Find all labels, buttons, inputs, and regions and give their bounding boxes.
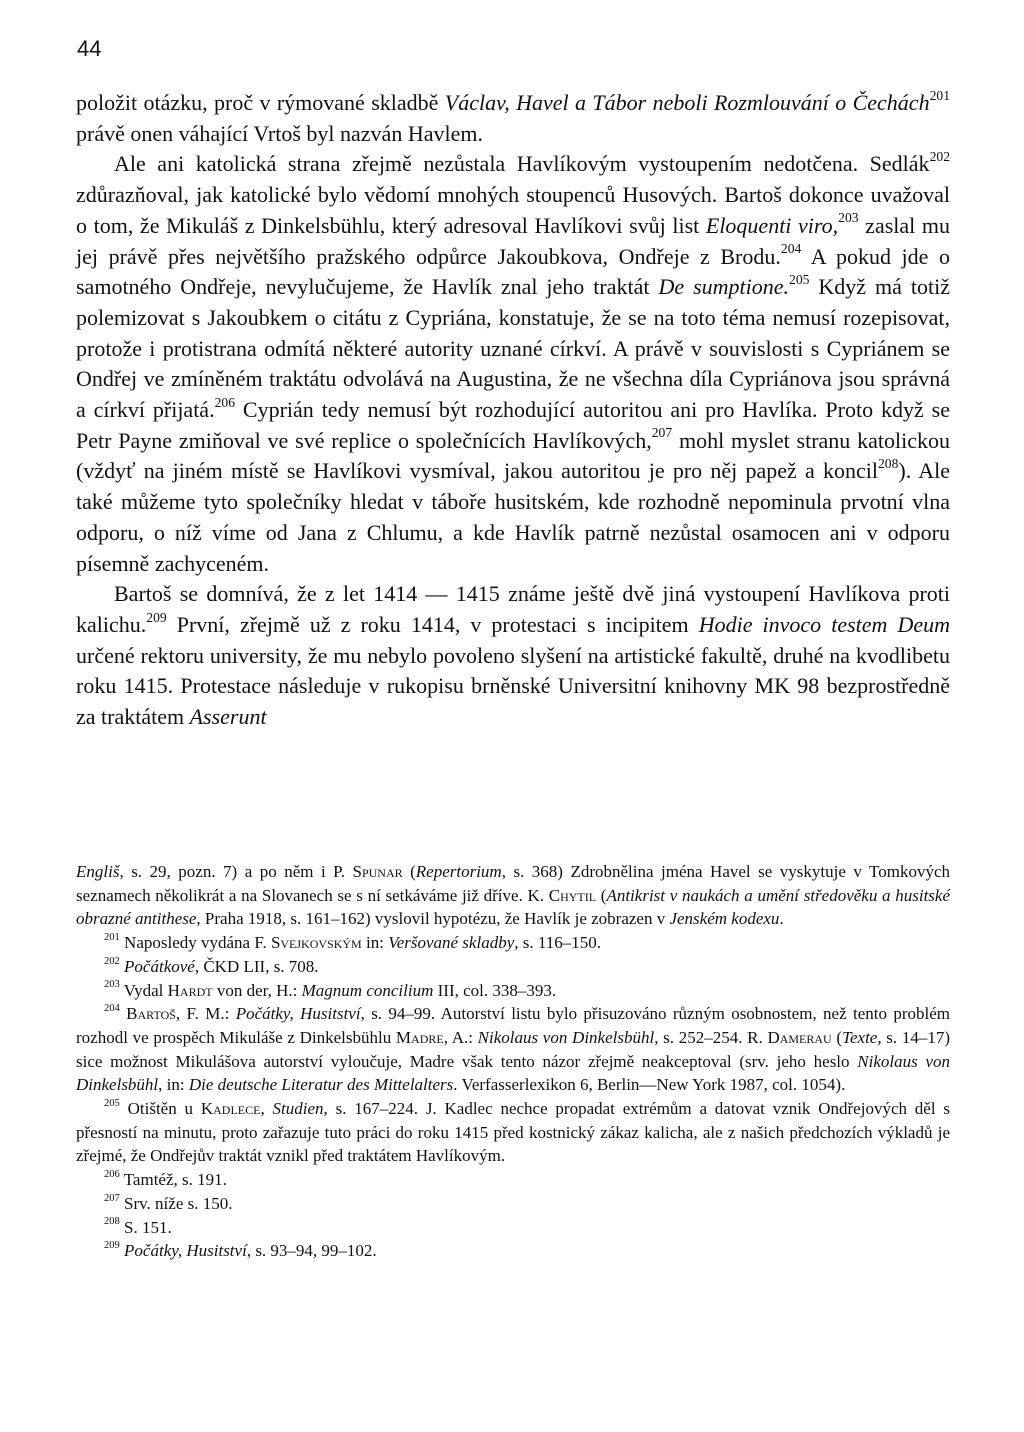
footnote-ref: 207 bbox=[651, 425, 673, 441]
body-paragraph-1 bbox=[76, 88, 950, 149]
footnotes bbox=[76, 860, 950, 1263]
text-run: , s. 368) Zdrobnělina jména Havel se vyskytuje v Tomkových seznamech několikrát a na Slovanech se s ní setkáváme již dříve. K. bbox=[76, 862, 950, 905]
text-run: Naposledy vydána F. bbox=[119, 933, 271, 953]
text-run: mohl myslet stranu katolickou (vždyť na jiném místě se Havlíkovi vysmíval, jakou autoritou je pro něj papež a koncil bbox=[76, 427, 950, 484]
text-run: in: bbox=[361, 933, 389, 953]
page-number: 44 bbox=[77, 36, 102, 61]
footnote-ref: 201 bbox=[929, 87, 951, 103]
text-run: zaslal mu jej právě přes největšího pražského odpůrce Jakoubkova, Ondřeje z Brodu. bbox=[76, 212, 950, 269]
text-run: určené rektoru university, že mu nebylo povoleno slyšení na artistické fakultě, druhé na kvodlibetu roku 1415. Protestace následuje v rukopisu brněnské Universitní knihovny MK 98 bezprostředně za traktátem bbox=[76, 642, 950, 730]
text-run: ). Ale také můžeme tyto společníky hledat v táboře husitském, kde rozhodně nepominula prvotní vlna odporu, o níž víme od Jana z Chlumu, a kde Havlík patrně nezůstal osamocen ani v odporu písemně zachyceném. bbox=[76, 458, 950, 576]
text-run: , s. 93–94, 99–102. bbox=[246, 1241, 377, 1261]
italic-text: Texte bbox=[842, 1027, 878, 1047]
footnote-ref: 208 bbox=[877, 456, 899, 472]
text-run: , s. 29, pozn. 7) a po něm i P. bbox=[119, 862, 353, 881]
author-name: Bartoš bbox=[126, 1004, 176, 1024]
text-run: ( bbox=[831, 1027, 843, 1047]
text-run: . Verfasserlexikon 6, Berlin—New York 1987, col. 1054). bbox=[453, 1075, 846, 1095]
text-run: položit otázku, proč v rýmované skladbě bbox=[76, 90, 445, 115]
text-run: , ČKD LII, s. 708. bbox=[194, 956, 319, 976]
italic-text: Die deutsche Literatur des Mittelalters bbox=[188, 1075, 454, 1095]
text-run: von der, H.: bbox=[212, 980, 302, 1000]
italic-text: Asserunt bbox=[189, 704, 267, 730]
footnote-ref: 206 bbox=[214, 394, 236, 410]
text-run: , Praha 1918, s. 161–162) vyslovil hypotézu, že Havlík je zobrazen v bbox=[196, 909, 670, 929]
body-paragraph-2 bbox=[76, 149, 950, 579]
text-run: , in: bbox=[158, 1075, 189, 1095]
author-name: Svejkovským bbox=[270, 933, 362, 953]
text-run: , F. M.: bbox=[175, 1004, 236, 1024]
text-run: ( bbox=[596, 885, 607, 905]
footnote-203 bbox=[76, 979, 950, 1003]
italic-text: Magnum concilium bbox=[301, 980, 434, 1000]
footnote-ref: 206 bbox=[104, 1168, 120, 1180]
text-run: Vydal bbox=[119, 980, 168, 1000]
text-run: A pokud jde o samotného Ondřeje, nevylučujeme, že Havlík znal jeho traktát bbox=[76, 243, 950, 300]
italic-text: Počátky, Husitství bbox=[235, 1004, 361, 1024]
footnote-204 bbox=[76, 1002, 950, 1097]
main-text bbox=[76, 88, 950, 733]
footnote-ref: 203 bbox=[104, 979, 120, 991]
footnote-208 bbox=[76, 1216, 950, 1240]
author-name: Damerau bbox=[767, 1027, 832, 1047]
italic-text: De sumptione. bbox=[658, 274, 790, 300]
italic-text: Počátkové bbox=[124, 956, 195, 976]
text-run: Otištěn u bbox=[119, 1099, 201, 1119]
author-name: Madre bbox=[395, 1027, 444, 1047]
footnote-ref: 203 bbox=[838, 210, 859, 226]
italic-text: Jenském kodexu bbox=[669, 909, 780, 929]
footnote-209 bbox=[76, 1239, 950, 1263]
footnote-205 bbox=[76, 1097, 950, 1168]
footnote-ref: 207 bbox=[104, 1192, 120, 1204]
text-run: , s. 94–99. Autorství listu bylo přisuzováno různým osobnostem, než tento problém rozhodl ve prospěch Mikuláše z Dinkelsbühlu bbox=[76, 1004, 950, 1047]
footnote-206 bbox=[76, 1168, 950, 1192]
text-run: Tamtéž, s. 191. bbox=[119, 1170, 227, 1190]
text-run: , s. 116–150. bbox=[514, 933, 601, 953]
footnote-ref: 209 bbox=[104, 1240, 120, 1252]
italic-text: Počátky, Husitství bbox=[124, 1241, 247, 1261]
text-run: právě onen váhající Vrtoš byl nazván Havlem. bbox=[76, 120, 483, 146]
author-name: Kadlece bbox=[200, 1099, 261, 1119]
text-run: zdůrazňoval, jak katolické bylo vědomí mnohých stoupenců Husových. Bartoš dokonce uvažoval o tom, že Mikuláš z Dinkelsbühlu, který adresoval Havlíkovi svůj list bbox=[76, 182, 950, 238]
footnote-202 bbox=[76, 955, 950, 979]
footnote-ref: 208 bbox=[104, 1216, 120, 1228]
footnote-ref: 205 bbox=[104, 1097, 120, 1109]
text-run: První, zřejmě už z roku 1414, v protestaci s incipitem bbox=[166, 611, 699, 637]
author-name: Chytil bbox=[548, 885, 597, 905]
text-run: , s. 167–224. J. Kadlec nechce propadat extrémům a datovat vznik Ondřejových děl s přesností na minutu, proto zařazuje tuto práci do roku 1415 před kostnický zákaz kalicha, ale z našich předchozích výkladů je zřejmé, že Ondřejův traktát vznikl před traktátem Havlíkovým. bbox=[76, 1099, 950, 1166]
footnote-207 bbox=[76, 1192, 950, 1216]
footnote-ref: 204 bbox=[104, 1002, 120, 1014]
footnote-ref: 205 bbox=[789, 271, 810, 287]
footnote-200-continuation bbox=[76, 860, 950, 931]
footnote-ref: 202 bbox=[929, 149, 950, 165]
italic-text: Nikolaus von Dinkelsbühl bbox=[76, 1051, 950, 1095]
text-run: Bartoš se domnívá, že z let 1414 — 1415 známe ještě dvě jiná vystoupení Havlíkova proti kalichu. bbox=[76, 581, 950, 637]
italic-text: Václav, Havel a Tábor neboli Rozmlouvání o Čechách bbox=[444, 90, 930, 115]
italic-text: Antikrist v naukách a umění středověku a husitské obrazné antithese bbox=[76, 885, 950, 929]
text-run: , s. 14–17) sice možnost Mikulášova autorství vyloučuje, Madre však tento názor zřejmě neakceptoval (srv. jeho heslo bbox=[76, 1027, 951, 1071]
text-run: . bbox=[779, 909, 784, 929]
text-run: Srv. níže s. 150. bbox=[119, 1193, 233, 1213]
italic-text: Eloquenti viro, bbox=[705, 212, 839, 238]
italic-text: Engliš bbox=[76, 862, 120, 881]
text-run: , A.: bbox=[443, 1027, 478, 1047]
footnote-201 bbox=[76, 931, 950, 955]
text-run: S. 151. bbox=[119, 1217, 172, 1237]
author-name: Spunar bbox=[352, 862, 403, 881]
text-run: Cyprián tedy nemusí být rozhodující autoritou ani pro Havlíka. Proto když se Petr Payne zmiňoval ve své replice o společnících Havlíkových, bbox=[76, 397, 950, 453]
text-run: Když má totiž polemizovat s Jakoubkem o citátu z Cypriána, konstatuje, že se na toto téma nemusí rozepisovat, protože i protistrana odmítá některé autority uznané církví. A právě v souvislosti s Cypriánem se Ondřej ve zmíněném traktátu odvolává na Augustina, že ne všechna díla Cypriánova jsou správná a církví přijatá. bbox=[76, 274, 950, 423]
text-run: ( bbox=[402, 862, 416, 881]
author-name: Hardt bbox=[167, 980, 213, 1000]
text-run: , s. 252–254. R. bbox=[654, 1027, 768, 1047]
text-run: Ale ani katolická strana zřejmě nezůstala Havlíkovým vystoupením nedotčena. Sedlák bbox=[114, 151, 930, 177]
footnote-ref: 202 bbox=[104, 955, 120, 967]
italic-text: Nikolaus von Dinkelsbühl bbox=[477, 1027, 655, 1047]
italic-text: Hodie invoco testem Deum bbox=[698, 611, 950, 637]
italic-text: Studien bbox=[272, 1099, 324, 1119]
italic-text: Veršované skladby bbox=[388, 933, 515, 953]
footnote-ref: 204 bbox=[780, 241, 802, 257]
text-run: III, col. 338–393. bbox=[433, 980, 557, 1000]
body-paragraph-3 bbox=[76, 579, 950, 733]
italic-text: Repertorium bbox=[415, 862, 502, 881]
footnote-ref: 201 bbox=[104, 931, 120, 943]
footnote-ref: 209 bbox=[146, 609, 167, 625]
text-run: , bbox=[260, 1099, 273, 1119]
